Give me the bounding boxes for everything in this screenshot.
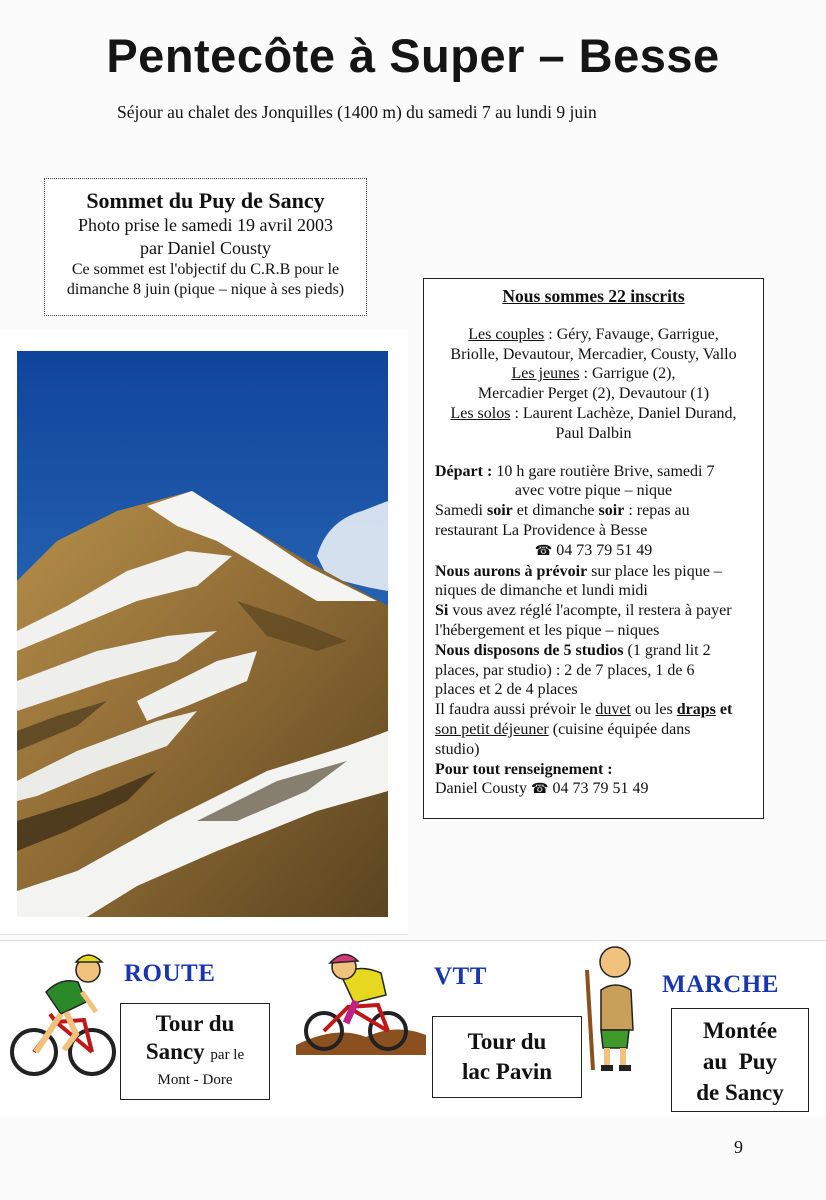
prevoir-line-2: niques de dimanche et lundi midi	[435, 582, 648, 600]
route-activity-box	[120, 1003, 270, 1100]
repas-text-e: : repas au	[624, 502, 690, 520]
route-line-2-wrap	[121, 1038, 269, 1069]
marche-line-3: de Sancy	[696, 1080, 784, 1105]
marche-line-1: Montée	[702, 1018, 778, 1043]
phone-icon: ☎	[531, 782, 549, 798]
renseignement-label: Pour tout renseignement :	[435, 760, 613, 778]
route-line-2: Sancy	[145, 1039, 205, 1064]
couples-line-2: Briolle, Devautour, Mercadier, Cousty, Vallo	[450, 345, 737, 363]
vtt-line-2: lac Pavin	[461, 1059, 553, 1084]
caption-objective: Ce sommet est l'objectif du C.R.B pour le dimanche 8 juin (pique – nique à ses pieds)	[66, 261, 345, 298]
prevoir-line	[424, 562, 763, 582]
depart-line	[424, 462, 763, 482]
repas-line	[424, 501, 763, 521]
couples-line	[424, 325, 763, 345]
studios-line	[424, 641, 763, 661]
studios-text: (1 grand lit 2	[623, 641, 711, 659]
acompte-line	[424, 601, 763, 621]
phone-number-1: 04 73 79 51 49	[556, 541, 653, 559]
caption-heading: Sommet du Puy de Sancy	[86, 188, 325, 213]
si-text: vous avez réglé l'acompte, il restera à payer	[448, 602, 732, 620]
vtt-line-1: Tour du	[467, 1029, 547, 1054]
depart-label: Départ :	[435, 462, 493, 480]
mountain-photo	[17, 351, 388, 917]
couples-text: : Géry, Favauge, Garrigue,	[544, 325, 719, 343]
prevoir-text: sur place les pique –	[587, 562, 722, 580]
faudra-line	[424, 700, 763, 720]
phone-number-2: 04 73 79 51 49	[552, 780, 649, 798]
dejeuner-text: son petit déjeuner	[435, 720, 549, 738]
photo-caption-box	[44, 178, 367, 316]
faudra-line-3: studio)	[435, 740, 480, 758]
depart-line-2: avec votre pique – nique	[514, 482, 673, 500]
contact-name: Daniel Cousty	[435, 780, 527, 798]
acompte-line-2: l'hébergement et les pique – niques	[435, 621, 660, 639]
studios-line-3: places et 2 de 4 places	[435, 681, 578, 699]
solos-text: : Laurent Lachèze, Daniel Durand,	[510, 404, 737, 422]
studios-line-2: places, par studio) : 2 de 7 places, 1 de 6	[435, 661, 695, 679]
repas-text-a: Samedi	[435, 502, 487, 520]
hiker-illustration	[575, 940, 655, 1082]
draps-text: draps	[676, 701, 716, 719]
restaurant-line: restaurant La Providence à Besse	[435, 521, 648, 539]
depart-text: 10 h gare routière Brive, samedi 7	[492, 462, 715, 480]
solos-line	[424, 404, 763, 424]
repas-text-c: et dimanche	[512, 502, 599, 520]
jeunes-line	[424, 364, 763, 384]
marche-line-2: au Puy	[702, 1049, 778, 1074]
studios-label: Nous disposons de 5 studios	[435, 641, 624, 659]
faudra-text-g: (cuisine équipée dans	[548, 720, 691, 738]
route-label: ROUTE	[124, 960, 216, 987]
jeunes-text: : Garrigue (2),	[579, 365, 676, 383]
si-label: Si	[435, 602, 449, 620]
caption-date: Photo prise le samedi 19 avril 2003	[78, 215, 333, 235]
faudra-text-a: Il faudra aussi prévoir le	[435, 701, 596, 719]
info-heading: Nous sommes 22 inscrits	[502, 286, 685, 306]
road-cyclist-illustration	[6, 942, 118, 1082]
route-small-2: Mont - Dore	[157, 1072, 233, 1088]
mountain-biker-illustration	[296, 945, 426, 1055]
page-subtitle: Séjour au chalet des Jonquilles (1400 m) du samedi 7 au lundi 9 juin	[117, 102, 597, 122]
page-title: Pentecôte à Super – Besse	[106, 29, 720, 82]
vtt-activity-box	[432, 1016, 582, 1098]
faudra-text-c: ou les	[630, 701, 677, 719]
couples-label: Les couples	[468, 325, 545, 343]
info-box	[423, 278, 764, 819]
faudra-line-2	[424, 720, 763, 740]
route-small-1: par le	[210, 1047, 245, 1063]
jeunes-label: Les jeunes	[511, 365, 580, 383]
solos-line-2: Paul Dalbin	[555, 424, 632, 442]
jeunes-line-2: Mercadier Perget (2), Devautour (1)	[477, 385, 710, 403]
page-number: 9	[734, 1137, 743, 1157]
route-line-1: Tour du	[155, 1011, 235, 1036]
renseignement-line	[424, 760, 763, 780]
caption-author: par Daniel Cousty	[140, 238, 271, 258]
vtt-label: VTT	[434, 963, 487, 990]
contact-line	[424, 779, 763, 800]
marche-label: MARCHE	[662, 971, 779, 998]
duvet-text: duvet	[595, 701, 631, 719]
prevoir-label: Nous aurons à prévoir	[435, 562, 588, 580]
marche-activity-box	[671, 1008, 809, 1112]
phone-line-1	[424, 541, 763, 562]
faudra-text-e: et	[715, 701, 733, 719]
phone-icon: ☎	[534, 543, 553, 559]
repas-text-b: soir	[487, 502, 513, 520]
repas-text-d: soir	[598, 502, 625, 520]
solos-label: Les solos	[450, 404, 511, 422]
